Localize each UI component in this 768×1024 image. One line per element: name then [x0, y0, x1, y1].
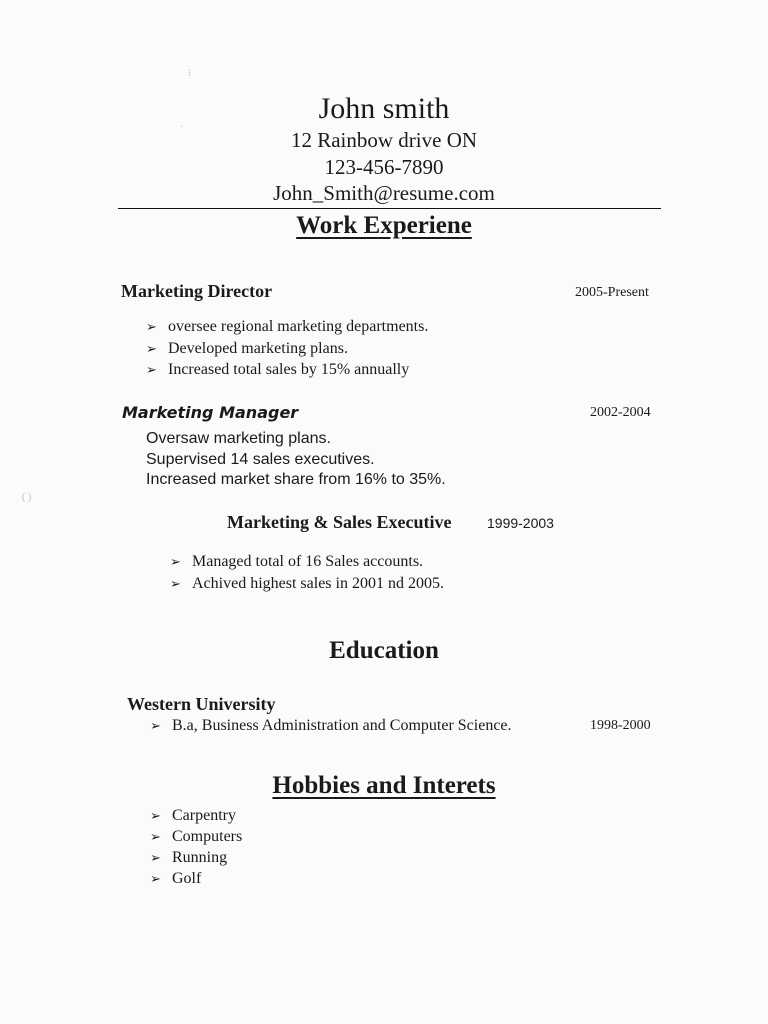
arrow-bullet-icon: ➢	[150, 830, 161, 845]
job-title-marketing-manager: Marketing Manager	[122, 403, 299, 422]
list-item: ➢ Golf	[150, 870, 202, 887]
list-item: ➢ oversee regional marketing departments.	[146, 318, 429, 335]
arrow-bullet-icon: ➢	[170, 577, 181, 592]
arrow-bullet-icon: ➢	[150, 851, 161, 866]
phone-number: 123-456-7890	[324, 155, 444, 179]
list-item: Oversaw marketing plans.	[146, 430, 331, 447]
arrow-bullet-icon: ➢	[150, 809, 161, 824]
arrow-bullet-icon: ➢	[146, 363, 157, 378]
list-item: ➢ Carpentry	[150, 807, 236, 824]
job-dates: 2002-2004	[590, 405, 651, 420]
job-dates: 1999-2003	[487, 515, 554, 531]
work-experience-heading: Work Experiene	[296, 212, 472, 239]
list-item: ➢ Developed marketing plans.	[146, 340, 348, 357]
list-item: ➢ Achived highest sales in 2001 nd 2005.	[170, 575, 444, 592]
resume-name: John smith	[318, 92, 450, 125]
list-item: ➢ B.a, Business Administration and Computer Science.	[150, 717, 512, 734]
arrow-bullet-icon: ➢	[150, 872, 161, 887]
job-title-marketing-director: Marketing Director	[121, 281, 273, 301]
arrow-bullet-icon: ➢	[150, 719, 161, 734]
email-address: John_Smith@resume.com	[273, 181, 495, 205]
list-item: Supervised 14 sales executives.	[146, 451, 375, 468]
scan-speck: ( )	[22, 492, 32, 503]
education-dates: 1998-2000	[590, 718, 651, 733]
hobbies-heading: Hobbies and Interets	[272, 772, 496, 799]
education-heading: Education	[329, 637, 439, 664]
job-title-marketing-sales-executive: Marketing & Sales Executive	[227, 512, 452, 532]
list-item: ➢ Managed total of 16 Sales accounts.	[170, 553, 424, 570]
school-name: Western University	[127, 694, 276, 714]
address: 12 Rainbow drive ON	[290, 128, 478, 152]
scan-speck: ⁝	[188, 68, 192, 79]
arrow-bullet-icon: ➢	[146, 342, 157, 357]
job-dates: 2005-Present	[575, 285, 649, 300]
list-item: ➢ Increased total sales by 15% annually	[146, 361, 410, 378]
arrow-bullet-icon: ➢	[170, 555, 181, 570]
list-item: Increased market share from 16% to 35%.	[146, 471, 446, 488]
list-item: ➢ Computers	[150, 828, 243, 845]
list-item: ➢ Running	[150, 849, 228, 866]
header-divider	[118, 208, 661, 209]
scan-speck: ·	[180, 122, 184, 133]
arrow-bullet-icon: ➢	[146, 320, 157, 335]
